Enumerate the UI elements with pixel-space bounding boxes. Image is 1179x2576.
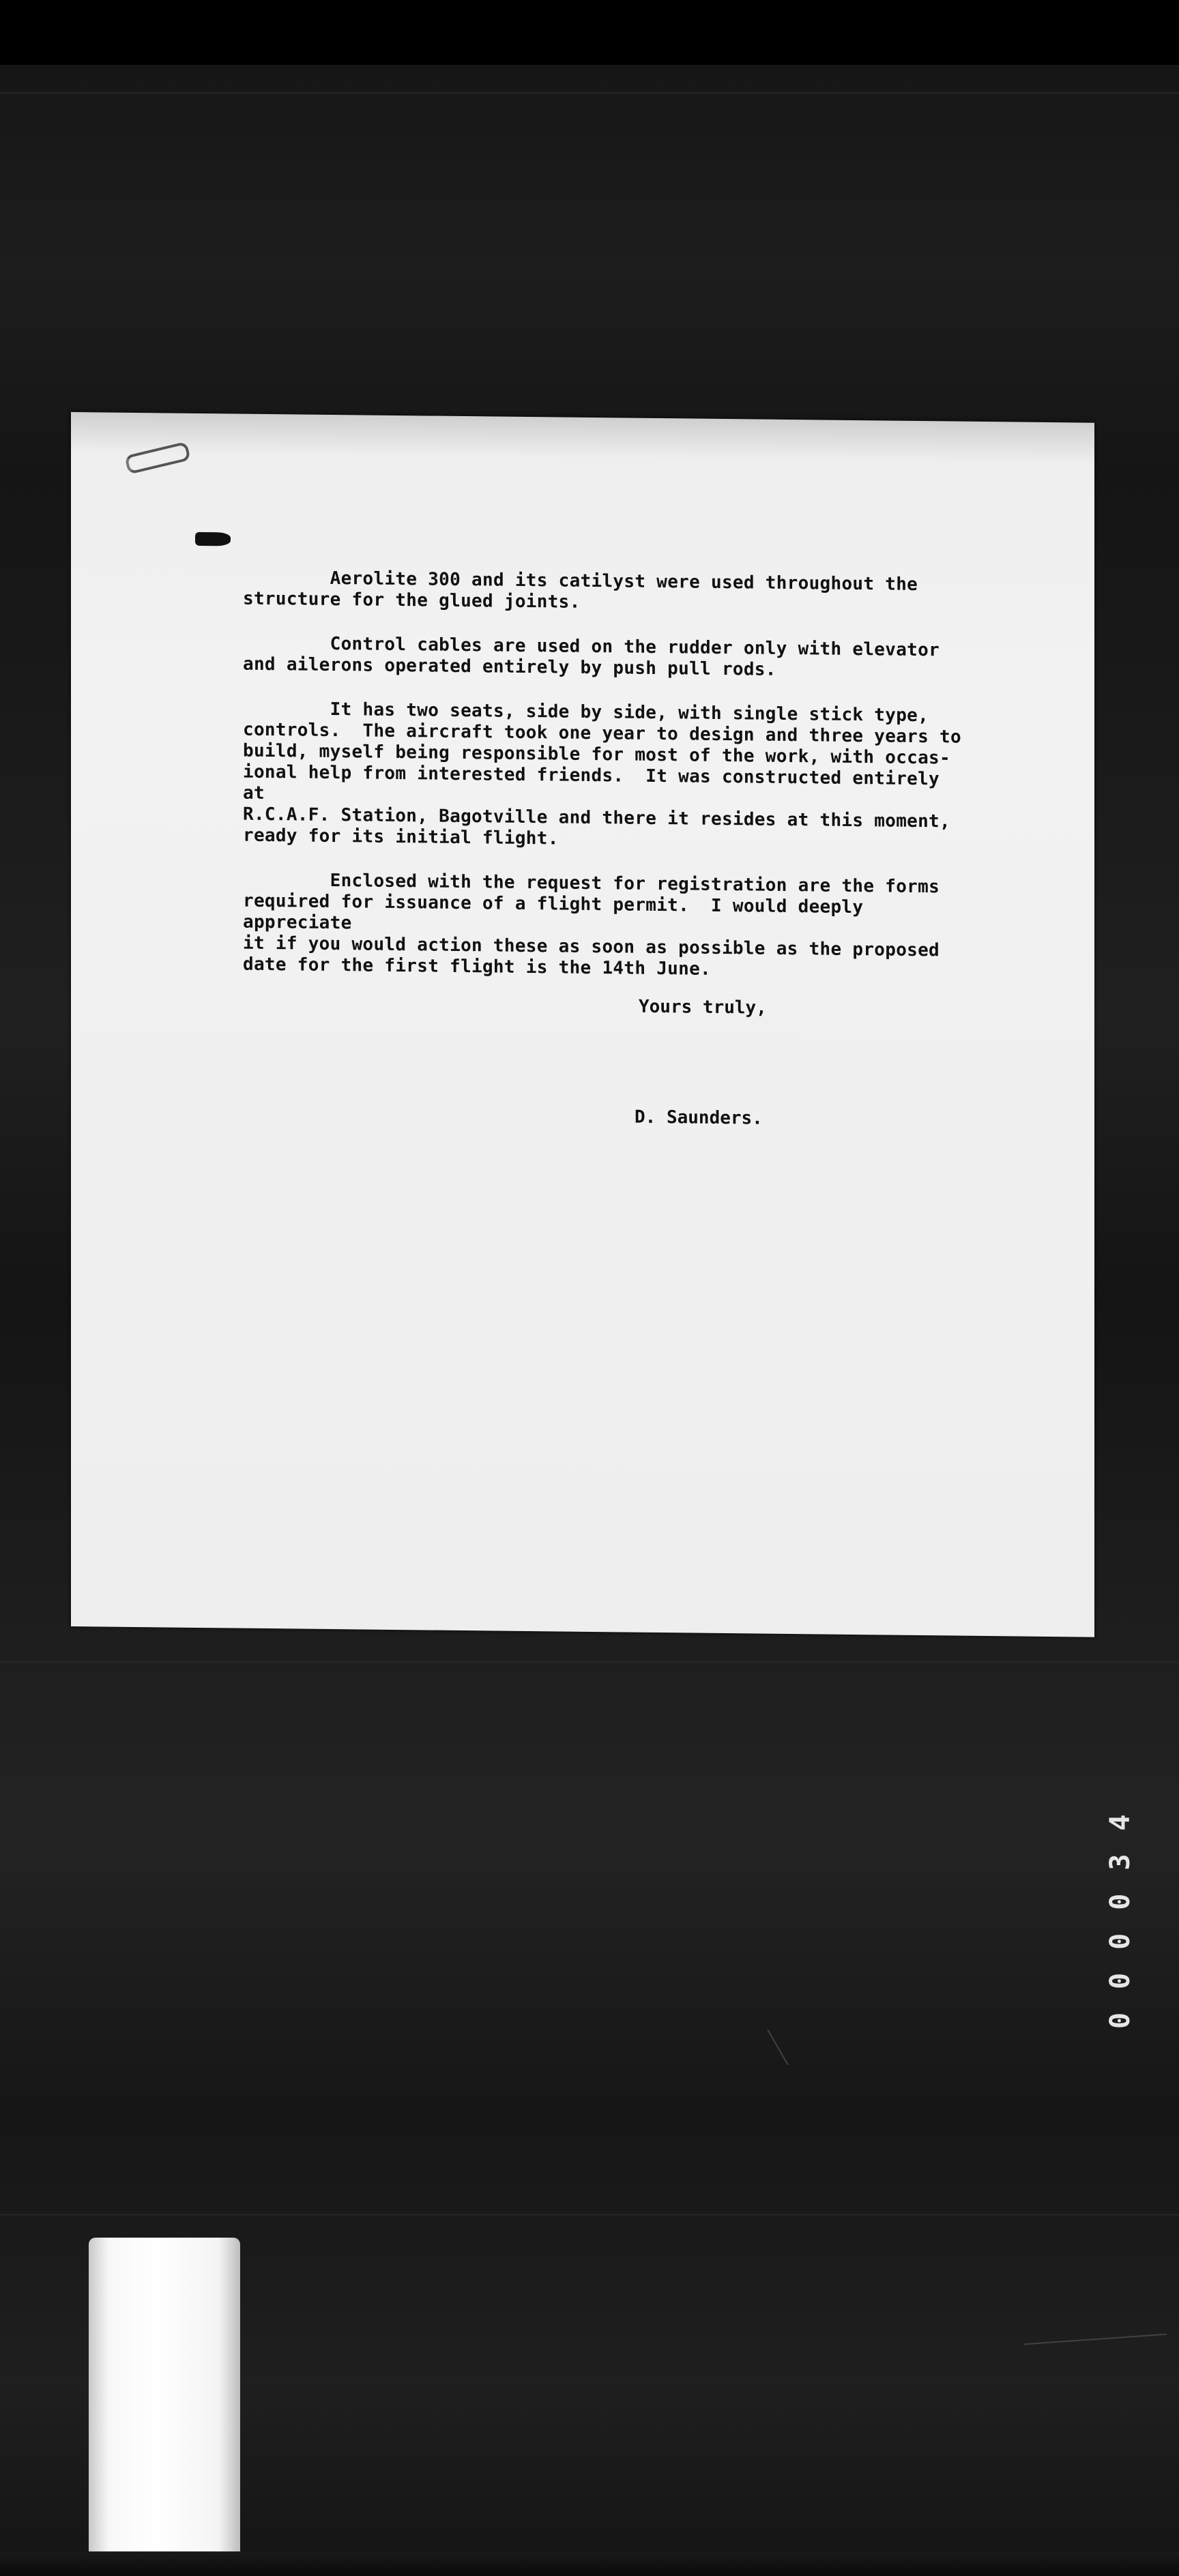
film-streak	[0, 1661, 1179, 1663]
paragraph-materials: Aerolite 300 and its catilyst were used throughout the structure for the glued joints.	[243, 568, 918, 613]
film-top-band	[0, 0, 1179, 65]
paragraph-construction: It has two seats, side by side, with single stick type, controls. The aircraft took one year to design and three years to build, myself being responsible for most of the work, with occas- ional help from interested friends. It was constructed entirely at R.C.A.F. Station, Bagotville and there it resides at this moment, ready for its initial flight.	[243, 699, 961, 849]
film-leader-block	[89, 2238, 240, 2576]
film-streak	[0, 92, 1179, 94]
letter-signature: D. Saunders.	[635, 1107, 763, 1129]
letter-page	[71, 412, 1094, 1637]
film-frame-number: 000034	[1105, 1791, 1136, 2030]
film-streak	[0, 2214, 1179, 2216]
punch-hole-mark	[195, 532, 231, 546]
film-bottom-edge	[0, 2551, 1179, 2576]
paragraph-request: Enclosed with the request for registration are the forms required for issuance of a flight permit. I would deeply appreciate it if you would action these as soon as possible as the proposed date for the first flight is the 14th June.	[243, 870, 940, 980]
letter-body	[243, 568, 966, 1006]
paperclip-mark	[124, 441, 191, 475]
letter-closing: Yours truly,	[639, 996, 767, 1019]
paragraph-controls: Control cables are used on the rudder only with elevator and ailerons operated entirely by push pull rods.	[243, 633, 940, 680]
